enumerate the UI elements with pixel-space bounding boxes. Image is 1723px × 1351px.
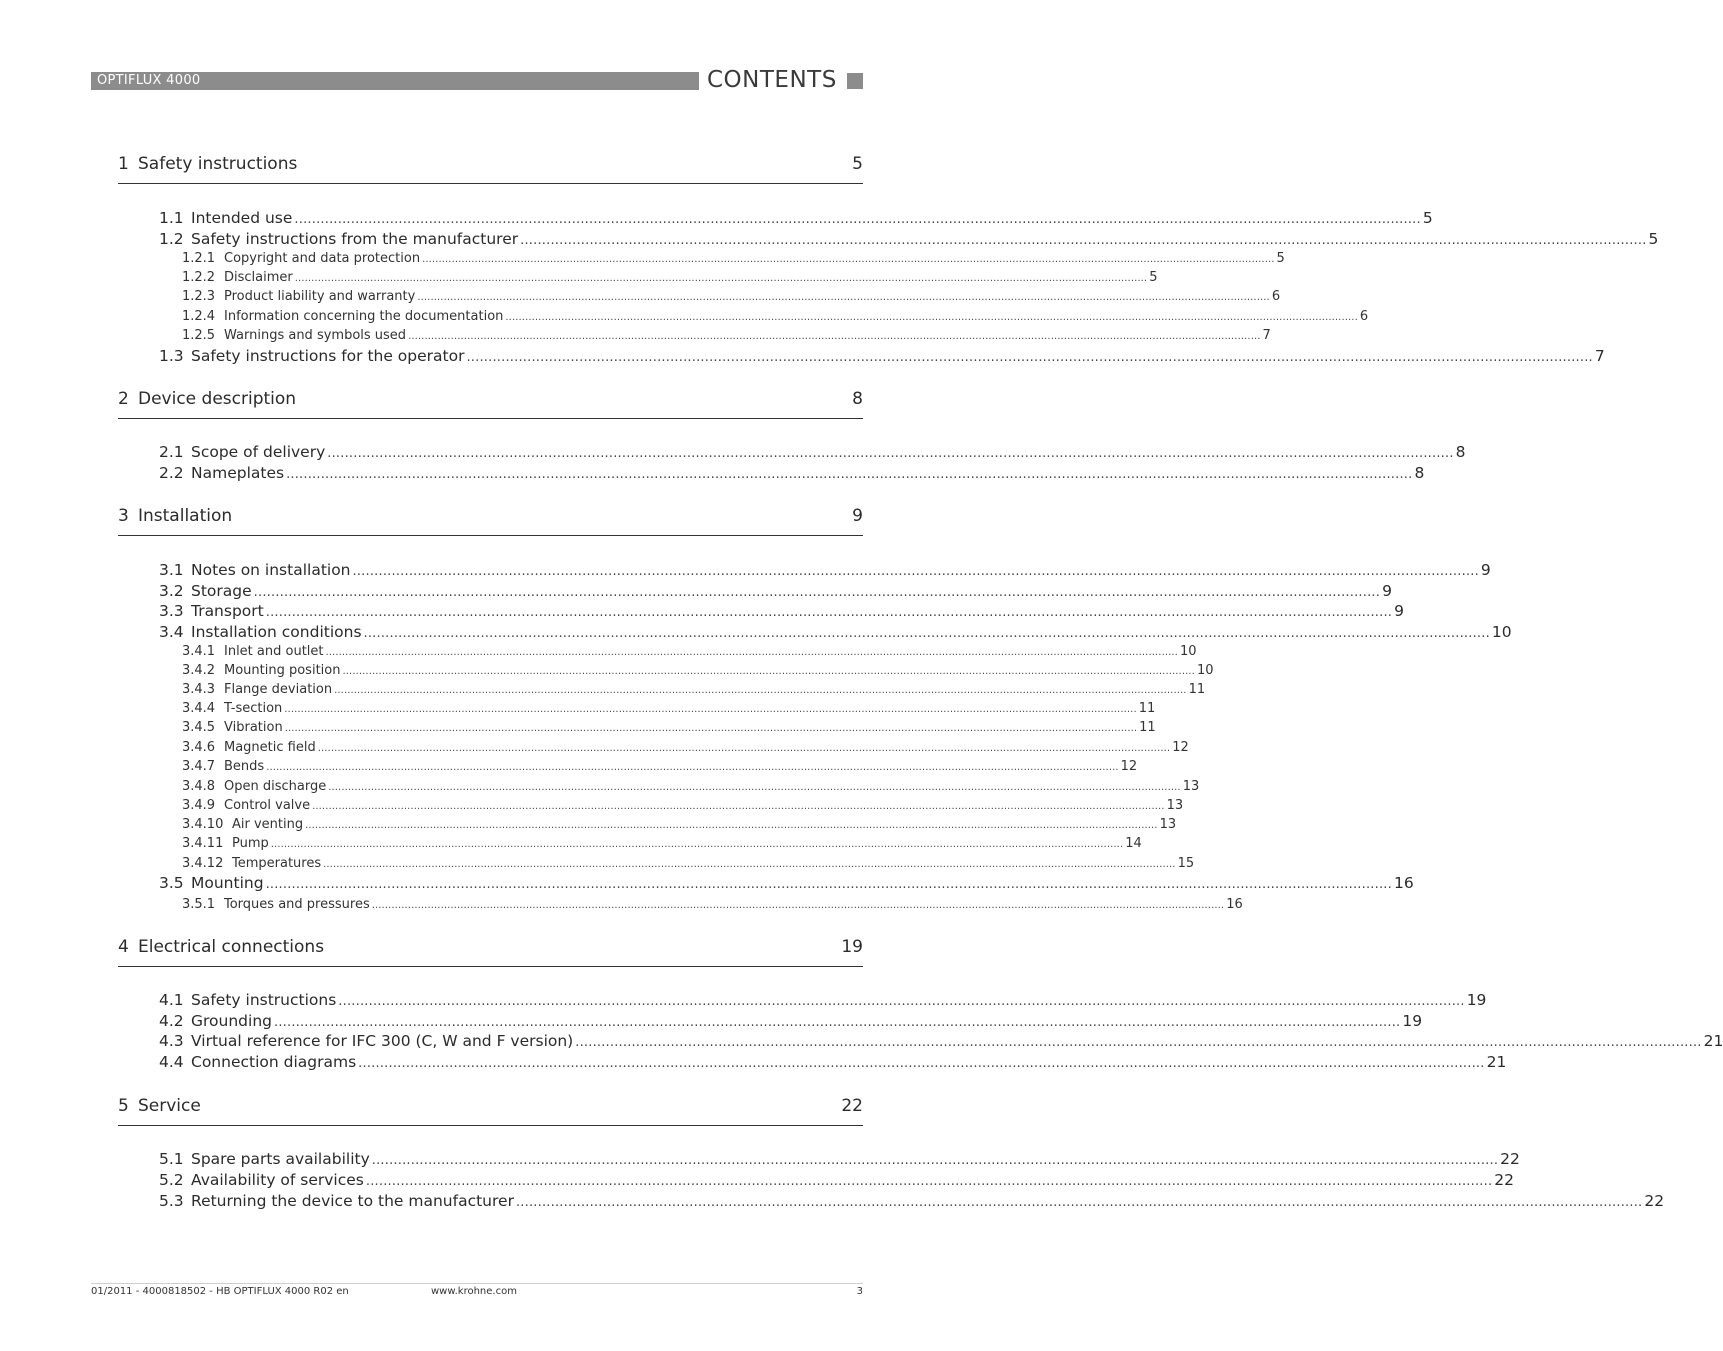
entry-number: 3.5.1 [182,897,216,912]
dot-leader: .................................................................................................................................................................................................................................................................... [323,859,1176,870]
entry-title: Copyright and data protection [224,251,421,266]
entry-page-number: 5 [1422,209,1433,227]
entry-page-number: 19 [1402,1012,1423,1030]
entry-title: Magnetic field [224,740,316,755]
toc-entry[interactable] [159,601,1405,621]
entry-number: 2.1 [159,443,184,461]
entry-title: Vibration [224,720,283,735]
toc-subentry[interactable] [182,681,1206,699]
section-title: Service [138,1096,201,1116]
entry-page-number: 12 [1120,759,1138,774]
dot-leader: .................................................................................................................................................................................................................................................................... [270,839,1124,850]
entry-page-number: 11 [1188,682,1206,697]
toc-entry[interactable] [159,229,1659,249]
entry-number: 3.4.3 [182,682,216,697]
entry-number: 4.3 [159,1032,184,1050]
entry-title: Information concerning the documentation [224,309,504,324]
entry-title: Bends [224,759,265,774]
section-page-number: 8 [852,389,863,409]
entry-page-number: 12 [1172,740,1189,755]
toc-entry[interactable] [159,1052,1507,1072]
entry-page-number: 8 [1455,443,1466,461]
toc-entry[interactable] [159,990,1487,1010]
entry-title: Virtual reference for IFC 300 (C, W and F version) [191,1032,574,1050]
dot-leader: .................................................................................................................................................................................................................................................................... [408,331,1261,342]
dot-leader: .................................................................................................................................................................................................................................................................... [305,820,1158,831]
toc-entry[interactable] [159,622,1512,642]
toc-subentry[interactable] [182,700,1156,718]
dot-leader: .................................................................................................................................................................................................................................................................... [325,647,1178,658]
dot-leader: .................................................................................................................................................................................................................................................................... [334,685,1187,696]
entry-page-number: 6 [1359,309,1369,324]
dot-leader: .................................................................................................................................................................................................................................................................... [253,585,1381,600]
section-number: 1 [118,154,129,174]
section-title: Installation [138,506,233,526]
entry-page-number: 11 [1139,720,1156,735]
entry-title: Scope of delivery [191,443,326,461]
toc-subentry[interactable] [182,643,1197,661]
entry-page-number: 16 [1393,874,1414,892]
toc-entry[interactable] [159,560,1491,580]
entry-number: 5.2 [159,1171,184,1189]
toc-entry[interactable] [159,1011,1423,1031]
entry-number: 3.2 [159,582,184,600]
dot-leader: .................................................................................................................................................................................................................................................................... [328,782,1181,793]
entry-number: 5.3 [159,1192,184,1210]
entry-number: 2.2 [159,464,184,482]
section-title: Electrical connections [138,937,325,957]
entry-number: 4.4 [159,1053,184,1071]
toc-subentry[interactable] [182,719,1156,737]
toc-section-heading[interactable] [118,1095,863,1126]
entry-number: 1.1 [159,209,184,227]
entry-page-number: 10 [1179,644,1197,659]
section-page-number: 9 [852,506,863,526]
toc-section-heading[interactable] [118,388,863,419]
toc-entry[interactable] [159,1170,1515,1190]
entry-page-number: 19 [1466,991,1487,1009]
entry-page-number: 8 [1414,464,1425,482]
dot-leader: .................................................................................................................................................................................................................................................................... [575,1035,1702,1050]
entry-title: Flange deviation [224,682,333,697]
entry-number: 3.4.4 [182,701,216,716]
section-number: 2 [118,389,129,409]
entry-title: Warnings and symbols used [224,328,407,343]
entry-number: 3.4.2 [182,663,216,678]
entry-number: 3.4.1 [182,644,216,659]
entry-page-number: 5 [1149,270,1158,285]
dot-leader: .................................................................................................................................................................................................................................................................... [284,704,1137,715]
entry-title: Notes on installation [191,561,351,579]
entry-title: Mounting position [224,663,341,678]
toc-subentry[interactable] [182,816,1177,834]
entry-title: Grounding [191,1012,272,1030]
entry-page-number: 22 [1500,1150,1520,1168]
footer-page-number: 3 [856,1286,863,1297]
toc-subentry[interactable] [182,250,1285,268]
dot-leader: .................................................................................................................................................................................................................................................................... [515,1195,1643,1210]
entry-number: 3.4.7 [182,759,216,774]
entry-title: Nameplates [191,464,285,482]
toc-subentry[interactable] [182,855,1195,873]
toc-subentry[interactable] [182,835,1142,853]
entry-number: 3.3 [159,602,184,620]
dot-leader: .................................................................................................................................................................................................................................................................... [327,446,1454,461]
toc-section-heading[interactable] [118,153,863,184]
section-page-number: 22 [841,1096,863,1116]
entry-title: Storage [191,582,252,600]
section-page-number: 5 [852,154,863,174]
entry-number: 5.1 [159,1150,184,1168]
dot-leader: .................................................................................................................................................................................................................................................................... [466,350,1593,365]
toc-entry[interactable] [159,1031,1723,1051]
entry-title: Product liability and warranty [224,289,416,304]
footer-document-id: 01/2011 - 4000818502 - HB OPTIFLUX 4000 R02 en [91,1286,349,1297]
entry-page-number: 9 [1382,582,1392,600]
entry-number: 1.2.1 [182,251,216,266]
section-number: 4 [118,937,129,957]
entry-number: 1.2.5 [182,328,216,343]
entry-page-number: 16 [1226,897,1243,912]
entry-page-number: 15 [1177,856,1195,871]
toc-entry[interactable] [159,442,1466,462]
dot-leader: .................................................................................................................................................................................................................................................................... [312,801,1165,812]
entry-page-number: 10 [1196,663,1214,678]
entry-title: Air venting [232,817,304,832]
dot-leader: .................................................................................................................................................................................................................................................................... [317,743,1171,754]
dot-leader: .................................................................................................................................................................................................................................................................... [284,723,1138,734]
dot-leader: .................................................................................................................................................................................................................................................................... [265,877,1392,892]
entry-page-number: 14 [1125,836,1142,851]
entry-number: 3.4 [159,623,184,641]
entry-title: T-section [224,701,283,716]
entry-page-number: 6 [1271,289,1281,304]
dot-leader: .................................................................................................................................................................................................................................................................... [520,233,1647,248]
entry-number: 1.2.3 [182,289,216,304]
entry-page-number: 9 [1480,561,1491,579]
entry-number: 1.3 [159,347,184,365]
entry-number: 3.4.10 [182,817,224,832]
dot-leader: .................................................................................................................................................................................................................................................................... [363,626,1490,641]
dot-leader: .................................................................................................................................................................................................................................................................... [286,467,1413,482]
toc-subentry[interactable] [182,662,1214,680]
entry-title: Returning the device to the manufacturer [191,1192,514,1210]
entry-number: 1.2 [159,230,184,248]
section-number: 3 [118,506,129,526]
toc-entry[interactable] [159,208,1433,228]
entry-title: Pump [232,836,269,851]
entry-number: 3.4.9 [182,798,216,813]
toc-entry[interactable] [159,873,1414,893]
dot-leader: .................................................................................................................................................................................................................................................................... [422,254,1275,265]
entry-title: Inlet and outlet [224,644,324,659]
entry-title: Disclaimer [224,270,293,285]
entry-title: Connection diagrams [191,1053,357,1071]
entry-title: Safety instructions from the manufacturer [191,230,519,248]
dot-leader: .................................................................................................................................................................................................................................................................... [371,900,1225,911]
entry-page-number: 10 [1491,623,1512,641]
entry-title: Spare parts availability [191,1150,370,1168]
toc-entry[interactable] [159,581,1392,601]
dot-leader: .................................................................................................................................................................................................................................................................... [352,564,1479,579]
section-page-number: 19 [841,937,863,957]
dot-leader: .................................................................................................................................................................................................................................................................... [338,994,1465,1009]
entry-title: Torques and pressures [224,897,370,912]
toc-entry[interactable] [159,1191,1665,1211]
entry-number: 3.4.11 [182,836,224,851]
entry-title: Mounting [191,874,264,892]
toc-subentry[interactable] [182,797,1184,815]
toc-subentry[interactable] [182,758,1138,776]
toc-section-heading[interactable] [118,936,863,967]
dot-leader: .................................................................................................................................................................................................................................................................... [365,1174,1493,1189]
entry-number: 4.1 [159,991,184,1009]
entry-page-number: 5 [1276,251,1285,266]
dot-leader: .................................................................................................................................................................................................................................................................... [371,1153,1499,1168]
toc-entry[interactable] [159,463,1425,483]
entry-number: 3.4.6 [182,740,216,755]
entry-page-number: 21 [1486,1053,1507,1071]
dot-leader: .................................................................................................................................................................................................................................................................... [358,1056,1485,1071]
entry-title: Safety instructions [191,991,337,1009]
section-title: Device description [138,389,297,409]
entry-number: 3.1 [159,561,184,579]
dot-leader: .................................................................................................................................................................................................................................................................... [417,292,1270,303]
toc-section-heading[interactable] [118,505,863,536]
entry-number: 3.4.8 [182,779,216,794]
entry-title: Installation conditions [191,623,362,641]
entry-page-number: 7 [1594,347,1605,365]
entry-title: Transport [191,602,264,620]
entry-number: 1.2.2 [182,270,216,285]
entry-page-number: 5 [1648,230,1659,248]
entry-page-number: 7 [1262,328,1271,343]
entry-page-number: 22 [1644,1192,1665,1210]
entry-number: 4.2 [159,1012,184,1030]
entry-title: Safety instructions for the operator [191,347,465,365]
footer-website-link[interactable]: www.krohne.com [431,1286,517,1297]
toc-entry[interactable] [159,1149,1520,1169]
footer-divider [91,1283,863,1284]
entry-title: Temperatures [232,856,322,871]
entry-page-number: 13 [1166,798,1184,813]
dot-leader: .................................................................................................................................................................................................................................................................... [294,273,1148,284]
entry-page-number: 13 [1159,817,1177,832]
product-name: OPTIFLUX 4000 [97,73,201,88]
entry-title: Open discharge [224,779,327,794]
entry-page-number: 22 [1494,1171,1515,1189]
toc-subentry[interactable] [182,288,1281,306]
page-title: CONTENTS [707,67,837,93]
toc-subentry[interactable] [182,327,1271,345]
entry-title: Intended use [191,209,293,227]
entry-number: 3.4.5 [182,720,216,735]
entry-number: 3.5 [159,874,184,892]
toc-subentry[interactable] [182,308,1369,326]
toc-subentry[interactable] [182,778,1200,796]
dot-leader: .................................................................................................................................................................................................................................................................... [294,212,1421,227]
section-number: 5 [118,1096,129,1116]
entry-title: Availability of services [191,1171,364,1189]
dot-leader: .................................................................................................................................................................................................................................................................... [342,666,1195,677]
section-title: Safety instructions [138,154,298,174]
dot-leader: .................................................................................................................................................................................................................................................................... [505,312,1358,323]
entry-page-number: 11 [1138,701,1156,716]
entry-page-number: 9 [1394,602,1405,620]
toc-entry[interactable] [159,346,1605,366]
entry-page-number: 13 [1182,779,1200,794]
entry-number: 1.2.4 [182,309,216,324]
dot-leader: .................................................................................................................................................................................................................................................................... [266,762,1119,773]
entry-title: Control valve [224,798,311,813]
entry-page-number: 21 [1703,1032,1723,1050]
toc-subentry[interactable] [182,739,1189,757]
entry-number: 3.4.12 [182,856,224,871]
toc-subentry[interactable] [182,896,1243,914]
toc-subentry[interactable] [182,269,1158,287]
dot-leader: .................................................................................................................................................................................................................................................................... [273,1015,1401,1030]
dot-leader: .................................................................................................................................................................................................................................................................... [265,605,1393,620]
